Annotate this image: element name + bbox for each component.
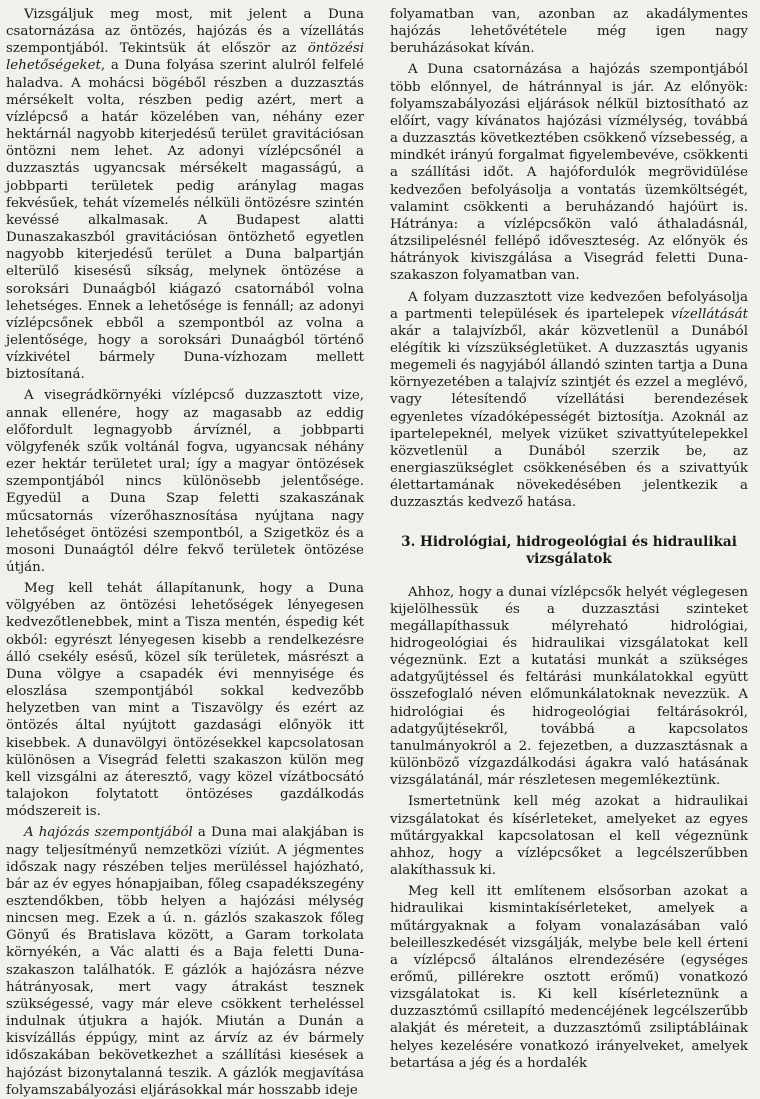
text-run: Meg kell itt említenem elsősorban azokat a hidraulikai kismintakísérleteket, amelyek a műtárgyaknak a folyam vonalazásában való beleilleszkedését vizsgálják, melybe bele kell érteni a vízlépcső általános elrendezésére (egységes erőmű, pillérekre osztott erőmű) vonatkozó vizsgálatokat is. Ki kell kísérleteznünk a duzzasztómű csillapító medencéjének legcélszerűbb alakját és méreteit, a duzzasztómű zsiliptábláinak helyes kezelésére vonatkozó irányelveket, amelyek betartása a jég és a hordalék (390, 884, 748, 1071)
italic-phrase: öntözési lehetőségeket (6, 41, 364, 74)
italic-phrase: vízellátását (671, 306, 748, 322)
paragraph (390, 289, 748, 512)
text-run: A Duna csatornázása a hajózás szempontjából több előnnyel, de hátránnyal is jár. Az előnyök: folyamszabályozási eljárások nélkül biztosítható az előírt, vagy kívánatos hajózási vízmélység, továbbá a duzzasztás következtében csökkenő vízsebesség, a mindkét irányú forgalmat figyelembevéve, csökkenti a szállítási időt. A hajófordulók megrövidülése kedvezően befolyásolja a vontatás üzemköltségét, valamint csökkenti a beruházandó hajóürt is. Hátránya: a vízlépcsőkön való áthaladásnál, átzsilipelésnél fellépő időveszteség. Az előnyök és hátrányok kiviszgálása a Visegrád feletti Duna-szakaszon folyamatban van. (390, 62, 748, 284)
paragraph (6, 824, 364, 1099)
text-run: Ahhoz, hogy a dunai vízlépcsők helyét véglegesen kijelölhessük és a duzzasztási szinteket megállapíthassuk mélyreható hidrológiai, hidrogeológiai és hidraulikai vizsgálatokat kell végeznünk. Ezt a kutatási munkát a szükséges adatgyűjtéssel és feltárási munkálatokkal együtt összefoglaló néven előmunkálatoknak nevezzük. A hidrológiai és hidrogeológiai feltárásokról, adatgyűjtésekről, továbbá a kapcsolatos tanulmányokról a 2. fejezetben, a duzzasztásnak a különböző vízgazdálkodási ágakra való hatásának vizsgálatánál, már részletesen megemlékeztünk. (390, 584, 748, 789)
text-run: A folyam duzzasztott vize kedvezően befolyásolja a partmenti települések és ipartelepek (390, 289, 748, 322)
paragraph (6, 580, 364, 820)
text-run: akár a talajvízből, akár közvetlenül a Dunából elégítik ki vízszükségletüket. A duzzasztás ugyanis megemeli és nagyjából állandó szinten tartja a Duna környezetében a talajvíz szintjét és ezzel a meglévő, vagy létesítendő vízellátási berendezések egyenletes vízadóképességét biztosítja. Azoknál az ipartelepeknél, melyek vizüket szivattyútelepekkel közvetlenül a Dunából szerzik be, az energiaszükséglet csökkenésében és a szivattyúk élettartamának növekedésében jelentkezik a duzzasztás kedvező hatása. (390, 323, 748, 511)
left-column (6, 6, 364, 1099)
right-column (390, 6, 748, 1072)
paragraph (6, 387, 364, 576)
text-run: , a Duna folyása szerint alulról felfelé haladva. A mohácsi bögéből részben a duzzasztás mérsékelt volta, részben pedig azért, mert a vízlépcső a határ közelében van, néhány ezer hektárnál nagyobb kiterjedésű terület gravitációsan öntözni nem lehet. Az adonyi vízlépcsőnél a duzzasztás ugyancsak mérsékelt magasságú, a jobbparti területek pedig aránylag magas fekvésűek, tehát vízemelés nélküli öntözésre szintén kevéssé alkalmasak. A Budapest alatti Dunaszakaszból gravitációsan öntözhető egyetlen nagyobb kiterjedésű terület a Duna balpartján elterülő kisesésű síkság, melynek öntözése a soroksári Dunaágból kiágazó csatornából volna lehetséges. Ennek a lehetősége is fennáll; az adonyi vízlépcsőnek ebből a szempontból az volna a jelentősége, hogy a soroksári Dunaágból történő vízkivétel bármely Duna-vízhozam mellett biztosítaná. (6, 58, 364, 383)
section-heading: 3. Hidrológiai, hidrogeológiai és hidraulikai vizsgálatok (401, 533, 737, 567)
text-run: Ismertetnünk kell még azokat a hidraulikai vizsgálatokat és kísérleteket, amelyeket az egyes műtárgyakkal kapcsolatosan el kell végeznünk ahhoz, hogy a vízlépcsőket a legcélszerűbben alakíthassuk ki. (390, 794, 748, 879)
paragraph (390, 883, 748, 1072)
paragraph (390, 793, 748, 879)
paragraph (390, 61, 748, 284)
text-run: a Duna mai alakjában is nagy teljesítményű nemzetközi víziút. A jégmentes időszak nagy részében teljes merüléssel hajózható, bár az év egyes hónapjaiban, főleg csapadékszegény esztendőkben, több helyen a hajózási mélység nincsen meg. Ezek a ú. n. gázlós szakaszok főleg Gönyű és Bratislava között, a Garam torkolata környékén, a Vác alatti és a Baja feletti Duna-szakaszon találhatók. E gázlók a hajózásra nézve hátrányosak, mert vagy átrakást tesznek szükségessé, vagy már eleve csökkent terheléssel indulnak útjukra a hajók. Miután a Dunán a kisvízállás éppúgy, mint az árvíz az év bármely időszakában bekövetkezhet a szállítási kiesések a hajózást bizonytalanná teszik. A gázlók megjavítása folyamszabályozási eljárásokkal már hosszabb ideje (6, 825, 365, 1098)
text-run: A visegrádkörnyéki vízlépcső duzzasztott vize, annak ellenére, hogy az magasabb az eddig előfordult legnagyobb árvíznél, a jobbparti völgyfenék szűk voltánál fogva, ugyancsak néhány ezer hektár területet ural; így a magyar öntözések szempontjából nincs különösebb jelentősége. Egyedül a Duna Szap feletti szakaszának műcsatornás vízerőhasznosítása nyújtana nagy lehetőséget öntözési szempontból, a Szigetköz és a mosoni Dunaágtól délre fekvő területek öntözése útján. (6, 388, 364, 575)
text-run: folyamatban van, azonban az akadálymentes hajózás lehetővététele még igen nagy beruházásokat kíván. (390, 7, 748, 57)
text-run: Vizsgáljuk meg most, mit jelent a Duna csatornázása az öntözés, hajózás és a vízellátás szempontjából. Tekintsük át először az (6, 7, 364, 57)
paragraph (390, 6, 748, 57)
paragraph (390, 584, 748, 790)
text-run: Meg kell tehát állapítanunk, hogy a Duna völgyében az öntözési lehetőségek lényegesen kedvezőtlenebbek, mint a Tisza mentén, éspedig két okból: egyrészt lényegesen kisebb a rendelkezésre álló csekély esésű, közel sík területek, másrészt a Duna völgye a csapadék évi mennyisége és eloszlása szempontjából sokkal kedvezőbb helyzetben van mint a Tiszavölgy és ezért az öntözés által nyújtott gazdasági előnyök itt kisebbek. A dunavölgyi öntözésekkel kapcsolatosan különösen a Visegrád feletti szakaszon külön meg kell vizsgálni az áteresztő, vagy közel vízátbocsátó talajokon folytatott öntözéses gazdálkodás módszereit is. (6, 581, 364, 820)
italic-phrase: A hajózás szempontjából (24, 825, 193, 841)
paragraph (6, 6, 364, 383)
